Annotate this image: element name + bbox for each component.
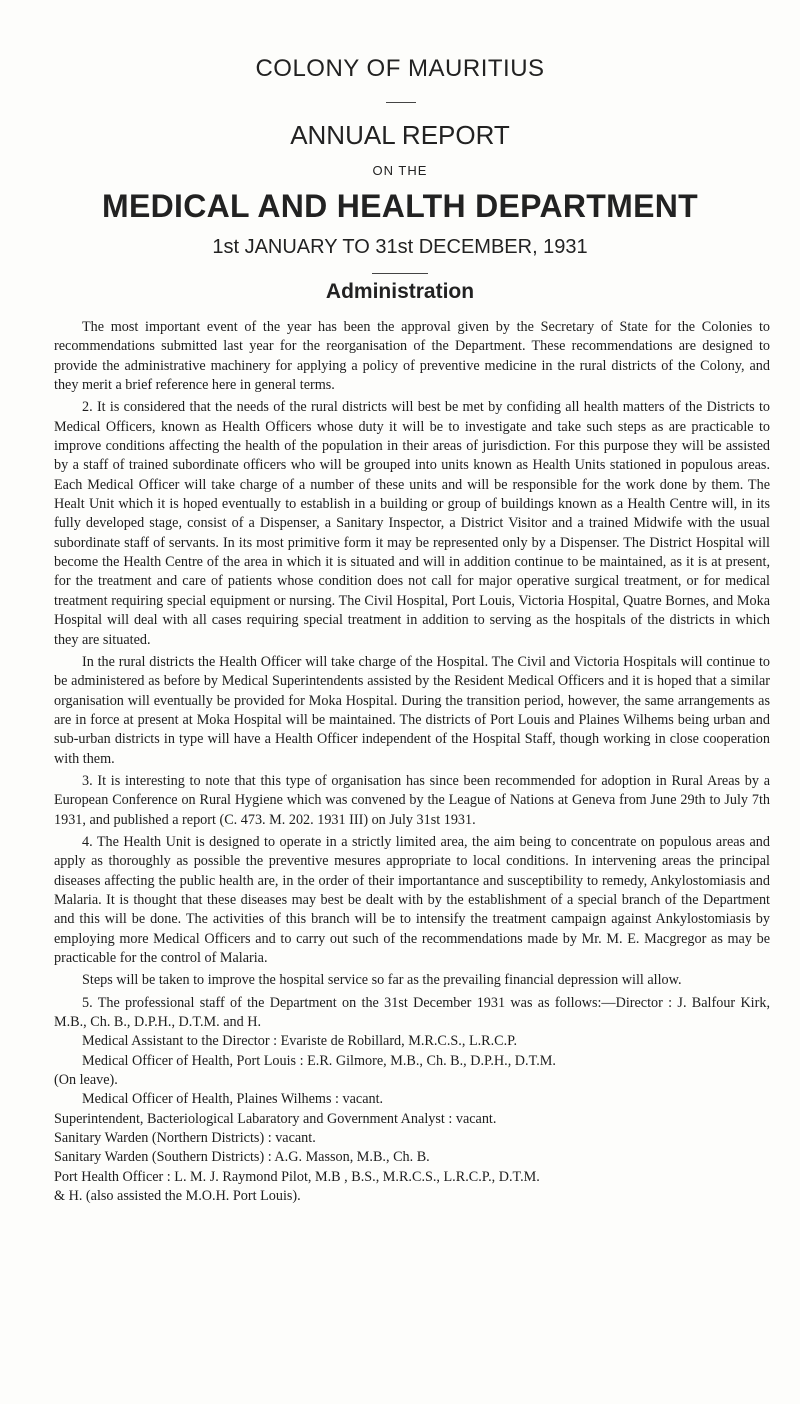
staff-line: Superintendent, Bacteriological Labaratory and Government Analyst : vacant. [54,1110,497,1127]
paragraph: 3. It is interesting to note that this type of organisation has since been recommended for adoption in Rural Areas by a European Conference on Rural Hygiene which was convened by the League of Nations at Geneva from June 29th to July 7th 1931, and published a report (C. 473. M. 202. 1931 III) on July 31st 1931. [54,772,770,828]
section-title: Administration [325,280,475,303]
staff-line: (On leave). [54,1072,118,1089]
divider [372,273,428,274]
paragraph: 5. The professional staff of the Department on the 31st December 1931 was as follows:—Director : J. Balfour Kirk, M.B., Ch. B., D.P.H., D.T.M. and H. [54,994,770,1031]
staff-line: Medical Assistant to the Director : Evariste de Robillard, M.R.C.S., L.R.C.P. [82,1033,518,1050]
staff-list [54,1032,770,1206]
paragraph: In the rural districts the Health Officer will take charge of the Hospital. The Civil and Victoria Hospitals will continue to be administered as before by Medical Superintendents assisted by the Resident Medical Officers and it is hoped that a similar organisation will eventually be provided for Moka Hospital. During the transition period, however, the same arrangements as are in force at present at Moka Hospital will be maintained. The districts of Port Louis and Plaines Wilhems being urban and sub-urban districts in type will have a Health Officer independent of the Hospital Staff, though working in close cooperation with them. [54,653,770,767]
staff-line: & H. (also assisted the M.O.H. Port Louis). [54,1188,301,1205]
paragraph: The most important event of the year has been the approval given by the Secretary of State for the Colonies to recommendations submitted last year for the reorganisation of the Department. These recommendations are designed to provide the administrative machinery for applying a policy of preventive medicine in the rural districts of the Colony, and they merit a brief reference here in general terms. [54,319,770,394]
on-the-label: ON THE [372,163,428,178]
paragraph: 2. It is considered that the needs of the rural districts will best be met by confiding all health matters of the Districts to Medical Officers, known as Health Officers whose duty it will be to investigate and take such steps as are practicable to improve conditions affecting the health of the population in their areas of jurisdiction. For this purpose they will be assisted by a staff of trained subordinate officers who will be grouped into units known as Health Units stationed in populous areas. Each Medical Officer will take charge of a number of these units and will be responsible for the work done by them. The Healt Unit which it is hoped eventually to establish in a building or group of buildings known as a Health Centre will, in its fully developed stage, consist of a Dispenser, a Sanitary Inspector, a District Visitor and a trained Midwife with the usual subordinate staff of servants. In its most primitive form it may be represented only by a Dispenser. The District Hospital will become the Health Centre of the area in which it is situated and will in addition continue to be maintained, as it is at present, for the treatment and care of patients whose condition does not call for major operative surgical treatment, or for medical treatment requiring special equipment or nursing. The Civil Hospital, Port Louis, Victoria Hospital, Quatre Bornes, and Moka Hospital will deal with all cases requiring special treatment in addition to serving as the hospitals of the districts in which they are situated. [54,399,770,648]
report-title: ANNUAL REPORT [290,120,510,150]
staff-line: Medical Officer of Health, Port Louis : E.R. Gilmore, M.B., Ch. B., D.P.H., D.T.M. [82,1052,556,1069]
paragraph: Steps will be taken to improve the hospital service so far as the prevailing financial depression will allow. [82,972,682,989]
staff-line: Sanitary Warden (Southern Districts) : A.G. Masson, M.B., Ch. B. [54,1149,430,1166]
staff-line: Port Health Officer : L. M. J. Raymond Pilot, M.B , B.S., M.R.C.S., L.R.C.P., D.T.M. [54,1168,540,1185]
staff-line: Medical Officer of Health, Plaines Wilhems : vacant. [82,1091,384,1108]
department-title: MEDICAL AND HEALTH DEPARTMENT [102,188,698,224]
divider [386,102,416,103]
colony-title: COLONY OF MAURITIUS [255,55,545,82]
report-body [54,318,770,1206]
report-period: 1st JANUARY TO 31st DECEMBER, 1931 [212,236,588,258]
paragraph: 4. The Health Unit is designed to operate in a strictly limited area, the aim being to concentrate on populous areas and apply as thoroughly as possible the preventive mesures appropriate to local conditions. In intervening areas the principal diseases affecting the public health are, in the order of their importantance and susceptibility to remedy, Ankylostomiasis and Malaria. It is thought that these diseases may best be dealt with by the establishment of a special branch of the Department and this will be done. The activities of this branch will be to intensify the treatment campaign against Ankylostomiasis by employing more Medical Officers and to carry out such of the recommendations made by Mr. M. E. Macgregor as may be practicable for the control of Malaria. [54,833,770,966]
staff-line: Sanitary Warden (Northern Districts) : vacant. [54,1130,316,1147]
